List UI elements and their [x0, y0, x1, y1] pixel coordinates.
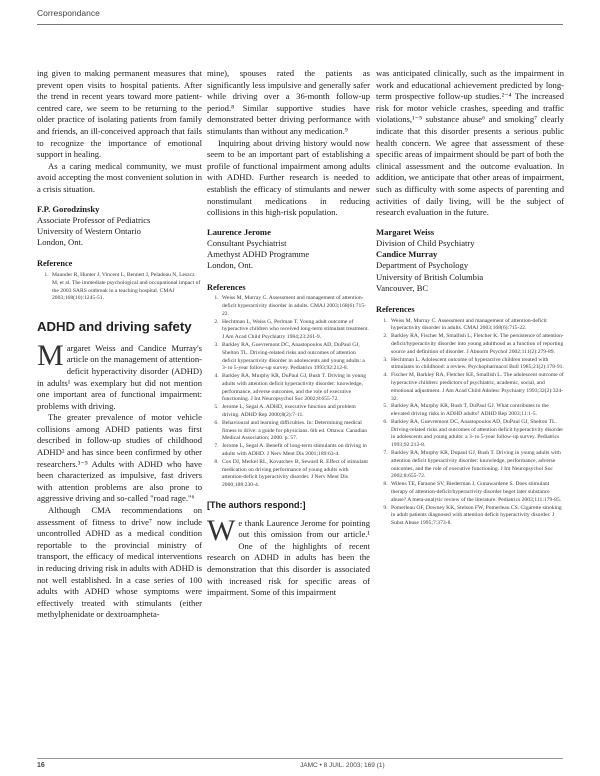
- body-paragraph: As a caring medical community, we must avoid accepting the most convenient solution in a crisis situation.: [37, 160, 202, 194]
- lead-paragraph: e thank Laurence Jerome for pointing out this omission from our article.¹ One of the highlights of recent research on ADHD in adults has been the demonstration that this disorder is associated with increased risk for specific areas of impairment. Some of this impairment: [207, 517, 370, 598]
- reference-item: 5. Jerome L, Segal A. ADHD, executive function and problem driving. ADHD Rep 2000;8(2):7-11.: [220, 404, 370, 420]
- reference-item: 4. Barkley RA, Murphy KR, DuPaul GJ, Bush T. Driving in young adults with attention deficit hyperactivity disorder: knowledge, performance, adverse outcomes, and the role of executive functioning. J Int Neuropsychol Soc 2002;8:655-72.: [220, 373, 370, 404]
- signature-block: [376, 227, 564, 294]
- reference-item: 1. Weiss M, Murray C. Assessment and management of attention-deficit hyperactivity disorder in adults. CMAJ 2003;168(6):715-22.: [220, 295, 370, 318]
- footer-divider: [37, 758, 563, 759]
- body-paragraph: Although CMA recommendations on assessment of fitness to drive⁷ now include uncontrolled ADHD as a medical condition reportable to the provincial ministry of transport, the efficacy of medical interventions in reducing driving risk in adults with ADHD is not well established. In a case series of 100 adults with ADHD whose symptoms were effectively treated with stimulants (either methylphenidate or dextroampheta-: [37, 505, 202, 620]
- reference-item: 7. Barkley RA, Murphy KR, Dupaul GJ, Bush T. Driving in young adults with attention deficit hyperactivity disorder: knowledge, performance, adverse outcomes, and the role of executive functioning. J Int Neuropsychol Soc 2002;8:655-72.: [389, 450, 564, 481]
- author-name: F.P. Gorodzinsky: [37, 203, 100, 214]
- reference-item: 2. Hechtman L, Weiss G, Perlman T. Young adult outcome of hyperactive children who received long-term stimulant treatment. J Am Acad Child Psychiatry 1984;23:261-9.: [220, 319, 370, 342]
- reference-item: 5. Barkley RA, Murphy KR, Bush T, DuPaul GJ. What contributes to the elevated driving risks in ADHD adults? ADHD Rep 2003;11:1-5.: [389, 403, 564, 419]
- references-heading: Reference: [37, 259, 73, 269]
- page-number: 16: [37, 762, 45, 769]
- author-title: Consultant Psychiatrist: [207, 237, 287, 248]
- reference-item: 8. Wilens TE, Faraone SV, Biederman J, Gunawardene S. Does stimulant therapy of attention-deficit/hyperactivity disorder beget later substance abuse? A meta-analytic review of the literature. Pediatrics 2003;111:179-85.: [389, 481, 564, 504]
- author-affiliation: University of Western Ontario: [37, 225, 141, 236]
- lead-paragraph: argaret Weiss and Candice Murray's article on the management of attention-deficit hyperactivity disorder (ADHD) in adults¹ was exemplary but did not mention one important area of functional impairment: problems with driving.: [37, 342, 202, 411]
- reference-item: 6. Barkley RA, Guevremont DC, Anastopoulos AD, DuPaul GJ, Shelton TL. Driving-related risks and outcomes of attention deficit hyperactivity disorder in adolescents and young adults: a 3- to 5-year follow-up survey. Pediatrics 1993;92:212-8.: [389, 419, 564, 450]
- author-location: Vancouver, BC: [376, 282, 429, 293]
- author-name: Margaret Weiss: [376, 226, 435, 237]
- reference-list: [376, 318, 564, 529]
- reference-list: [37, 272, 202, 303]
- body-paragraph: Inquiring about driving history would now seem to be an important part of establishing a profile of functional impairment among adults with ADHD. Further research is needed to establish the efficacy of stimulants and newer nonstimulant medications in reducing collisions in this high-risk population.: [207, 137, 370, 218]
- column-3: [376, 68, 564, 528]
- author-location: London, Ont.: [37, 237, 84, 248]
- body-paragraph: ing given to making permanent measures that prevent open visits to hospital patients. After the trend in recent years toward more patient-centred care, we seem to be returning to the older practice of isolating patients from family and friends, an ill-conceived approach that fails to recognize the importance of emotional support in healing.: [37, 68, 202, 160]
- signature-block: [37, 204, 202, 249]
- author-affiliation: University of British Columbia: [376, 271, 484, 282]
- authors-respond-heading: [The authors respond:]: [207, 500, 306, 511]
- author-name: Laurence Jerome: [207, 226, 271, 237]
- references-heading: References: [376, 304, 415, 314]
- drop-cap: W: [207, 513, 236, 547]
- author-location: London, Ont.: [207, 260, 254, 271]
- column-1: [37, 68, 202, 621]
- author-title: Associate Professor of Pediatrics: [37, 214, 151, 225]
- author-name: Candice Murray: [376, 249, 438, 260]
- article-title: ADHD and driving safety: [37, 319, 192, 335]
- header-divider: [37, 24, 563, 25]
- section-label: Correspondance: [37, 8, 100, 18]
- body-paragraph: mine), spouses rated the patients as significantly less impulsive and generally safer while driving over a 36-month follow-up period.⁸ Similar supportive studies have demonstrated better driving performance with stimulants than without any medication.⁹: [207, 68, 370, 136]
- reference-item: 6. Behavioural and learning difficulties. In: Determining medical fitness to drive: a guide for physicians. 6th ed. Ottawa: Canadian Medical Association; 2000. p. 57.: [220, 420, 370, 443]
- drop-cap: M: [37, 338, 64, 372]
- reference-item: 4. Fischer M, Barkley RA, Fletcher KE, Smallish L. The adolescent outcome of hyperactive children: predictors of psychiatric, academic, social, and emotional adjustment. J Am Acad Child Adolesc Psychiatry 1993;32(2):324-32.: [389, 372, 564, 403]
- reference-item: 7. Jerome L, Segal A. Benefit of long-term stimulants on driving in adults with ADHD. J Nerv Ment Dis 2001;189:63-4.: [220, 443, 370, 459]
- reference-item: 1. Weiss M, Murray C. Assessment and management of attention-deficit hyperactivity disorder in adults. CMAJ 2003;168(6):715-22.: [389, 318, 564, 334]
- reference-item: 2. Barkley RA, Fischer M, Smallish L, Fletcher K. The persistence of attention-deficit/hyperactivity disorder into young adulthood as a function of reporting source and definition of disorder. J Abnorm Psychol 2002;111(2):279-89.: [389, 333, 564, 356]
- journal-citation: JAMC • 8 JUIL. 2003; 169 (1): [300, 762, 385, 769]
- author-affiliation: Department of Psychology: [376, 260, 469, 271]
- reference-item: 3. Barkley RA, Guevremont DC, Anastopoulos AD, DuPaul GJ, Shelton TL. Driving-related risks and outcomes of attention deficit hyperactivity disorder in adolescents and young adults: a 3- to 5-year follow-up survey. Pediatrics 1993;92:212-8.: [220, 342, 370, 373]
- body-paragraph: was anticipated clinically, such as the impairment in work and educational achievement predicted by long-term prospective follow-up studies.²⁻⁴ The increased risk for motor vehicle crashes, speeding and traffic violations,¹⁻⁵ substance abuse⁶ and smoking⁷ clearly indicate that this disorder presents a serious public health concern. We agree that assessment of these specific areas of impairment should be part of both the clinical assessment and the outcome evaluation. In addition, we anticipate that other areas of impairment, such as difficulty with some aspects of parenting and activities of daily living, will be the subject of research evaluation in the future.: [376, 68, 564, 218]
- references-heading: References: [207, 282, 246, 292]
- column-2: [207, 68, 370, 599]
- reference-list: [207, 295, 370, 490]
- body-paragraph: The greater prevalence of motor vehicle collisions among ADHD patients was first described in follow-up studies of childhood ADHD² and has since been confirmed by other researchers.³⁻⁵ Adults with ADHD who have been characterized as impulsive, fast drivers with attention problems are also prone to aggressive driving and so-called "road rage."⁶: [37, 412, 202, 504]
- reference-item: 3. Hechtman L. Adolescent outcome of hyperactive children treated with stimulants in childhood: a review. Psychopharmacol Bull 1985;21(2):178-91.: [389, 357, 564, 373]
- signature-block: [207, 227, 370, 272]
- author-affiliation: Amethyst ADHD Programme: [207, 249, 310, 260]
- author-affiliation: Division of Child Psychiatry: [376, 237, 475, 248]
- reference-item: 1. Maunder R, Hunter J, Vincent L, Bennett J, Peladeau N, Leszcz M, et al. The immediate psychological and occupational impact of the 2003 SARS outbreak in a teaching hospital. CMAJ 2003;168(10):1245-51.: [50, 272, 202, 303]
- reference-item: 9. Pomerleau OF, Downey KK, Stelson FW, Pomerleau CS. Cigarette smoking in adult patients diagnosed with attention deficit hyperactivity disorder. J Subst Abuse 1995;7:373-8.: [389, 505, 564, 528]
- reference-item: 8. Cox DJ, Merkel RL, Kovatchev B, Seward R. Effect of stimulant medication on driving performance of young adults with attention-deficit hyperactivity disorder. J Nerv Ment Dis 2000;188:230-4.: [220, 459, 370, 490]
